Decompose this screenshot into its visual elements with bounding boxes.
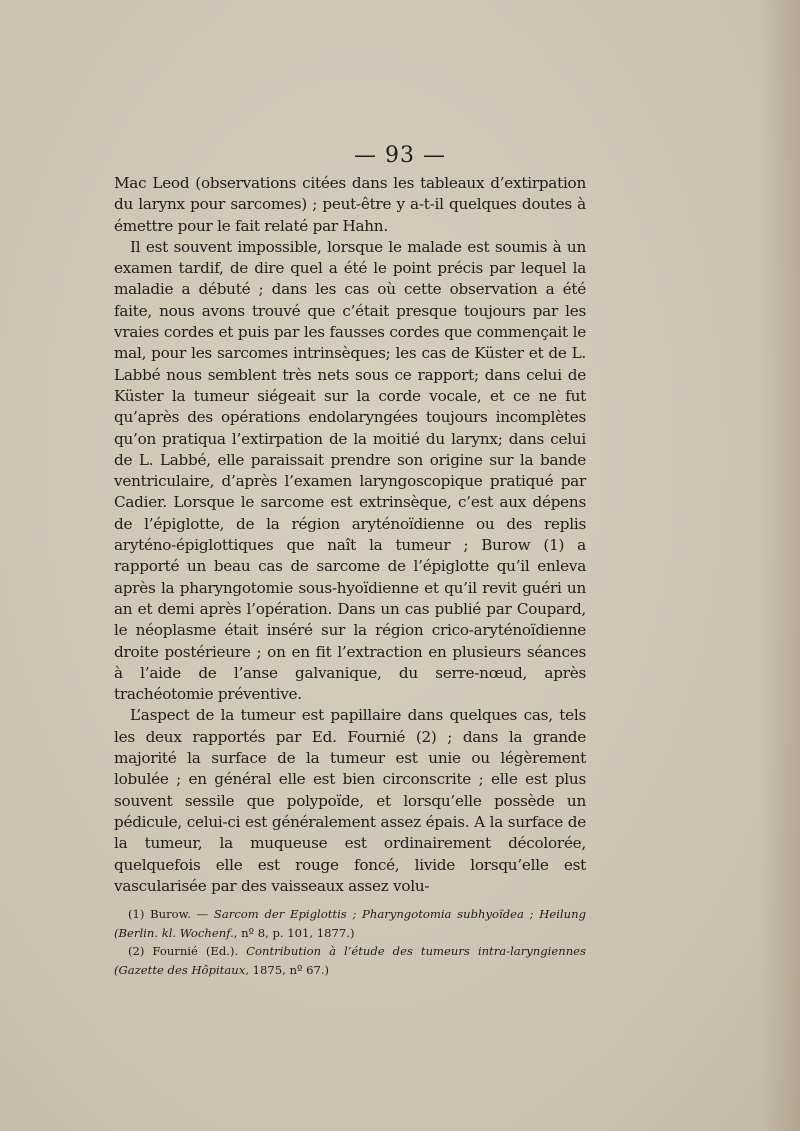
page-number: — 93 — bbox=[354, 143, 446, 168]
footnote-2-ref: 1875, nº 67.) bbox=[248, 962, 330, 977]
footnote-2 bbox=[114, 942, 586, 979]
page-edge-shadow bbox=[760, 0, 800, 1131]
main-text bbox=[114, 173, 586, 897]
paragraph-3: L’aspect de la tumeur est papillaire dans quelques cas, tels les deux rapportés par Ed. Fournié (2) ; dans la grande majorité la surface de la tumeur est unie ou légèrement lobulée ; en général elle est bien circonscrite ; elle est plus souvent sessile que polypoïde, et lorsqu’elle possède un pédicule, celui-ci est généralement assez épais. A la surface de la tumeur, la muqueuse est ordinairement décolorée, quelquefois elle est rouge foncé, livide lorsqu’elle est vascularisée par des vaisseaux assez volu- bbox=[114, 706, 586, 895]
paragraph-2: Il est souvent impossible, lorsque le malade est soumis à un examen tardif, de dire quel a été le point précis par lequel la maladie a débuté ; dans les cas où cette observation a été faite, nous avons trouvé que c’était presque toujours par les vraies cordes et puis par les fausses cordes que commençait le mal, pour les sarcomes intrinsèques; les cas de Küster et de L. Labbé nous semblent très nets sous ce rapport; dans celui de Küster la tumeur siégeait sur la corde vocale, et ce ne fut qu’après des opérations endolaryngées toujours incomplètes qu’on pratiqua l’extirpation de la moitié du larynx; dans celui de L. Labbé, elle paraissait prendre son origine sur la bande ventriculaire, d’après l’examen laryngoscopique pratiqué par Cadier. Lorsque le sarcome est extrinsèque, c’est aux dépens de l’épiglotte, de la région aryténoïdienne ou des replis aryténo-épiglottiques que naît la tumeur ; Burow (1) a rapporté un beau cas de sarcome de l’épiglotte qu’il enleva après la pharyngotomie sous-hyoïdienne et qu’il revit guéri un an et demi après l’opération. Dans un cas publié par Coupard, le néoplasme était inséré sur la région crico-aryténoïdienne droite postérieure ; on en fit l’extraction en plusieurs séances à l’aide de l’anse galvanique, du serre-nœud, après trachéotomie préventive. bbox=[114, 237, 586, 704]
footnote-1 bbox=[114, 905, 586, 942]
paragraph-1: Mac Leod (observations citées dans les tableaux d’extirpation du larynx pour sarcomes) ; peut-être y a-t-il quelques doutes à émettre pour le fait relaté par Hahn. bbox=[114, 174, 586, 235]
footnote-2-title: Contribution à l’étude des tumeurs intra-laryngiennes (Gazette des Hôpitaux, bbox=[114, 944, 586, 977]
footnote-1-ref: , nº 8, p. 101, 1877.) bbox=[233, 925, 355, 940]
footnotes bbox=[114, 905, 586, 979]
footnote-2-author: (2) Fournié (Ed.). bbox=[128, 944, 247, 958]
footnote-1-author: (1) Burow. — bbox=[128, 907, 214, 921]
footnote-1-title: Sarcom der Epiglottis ; Pharyngotomia subhyoïdea ; Heilung (Berlin. kl. Wochenf. bbox=[114, 907, 586, 940]
